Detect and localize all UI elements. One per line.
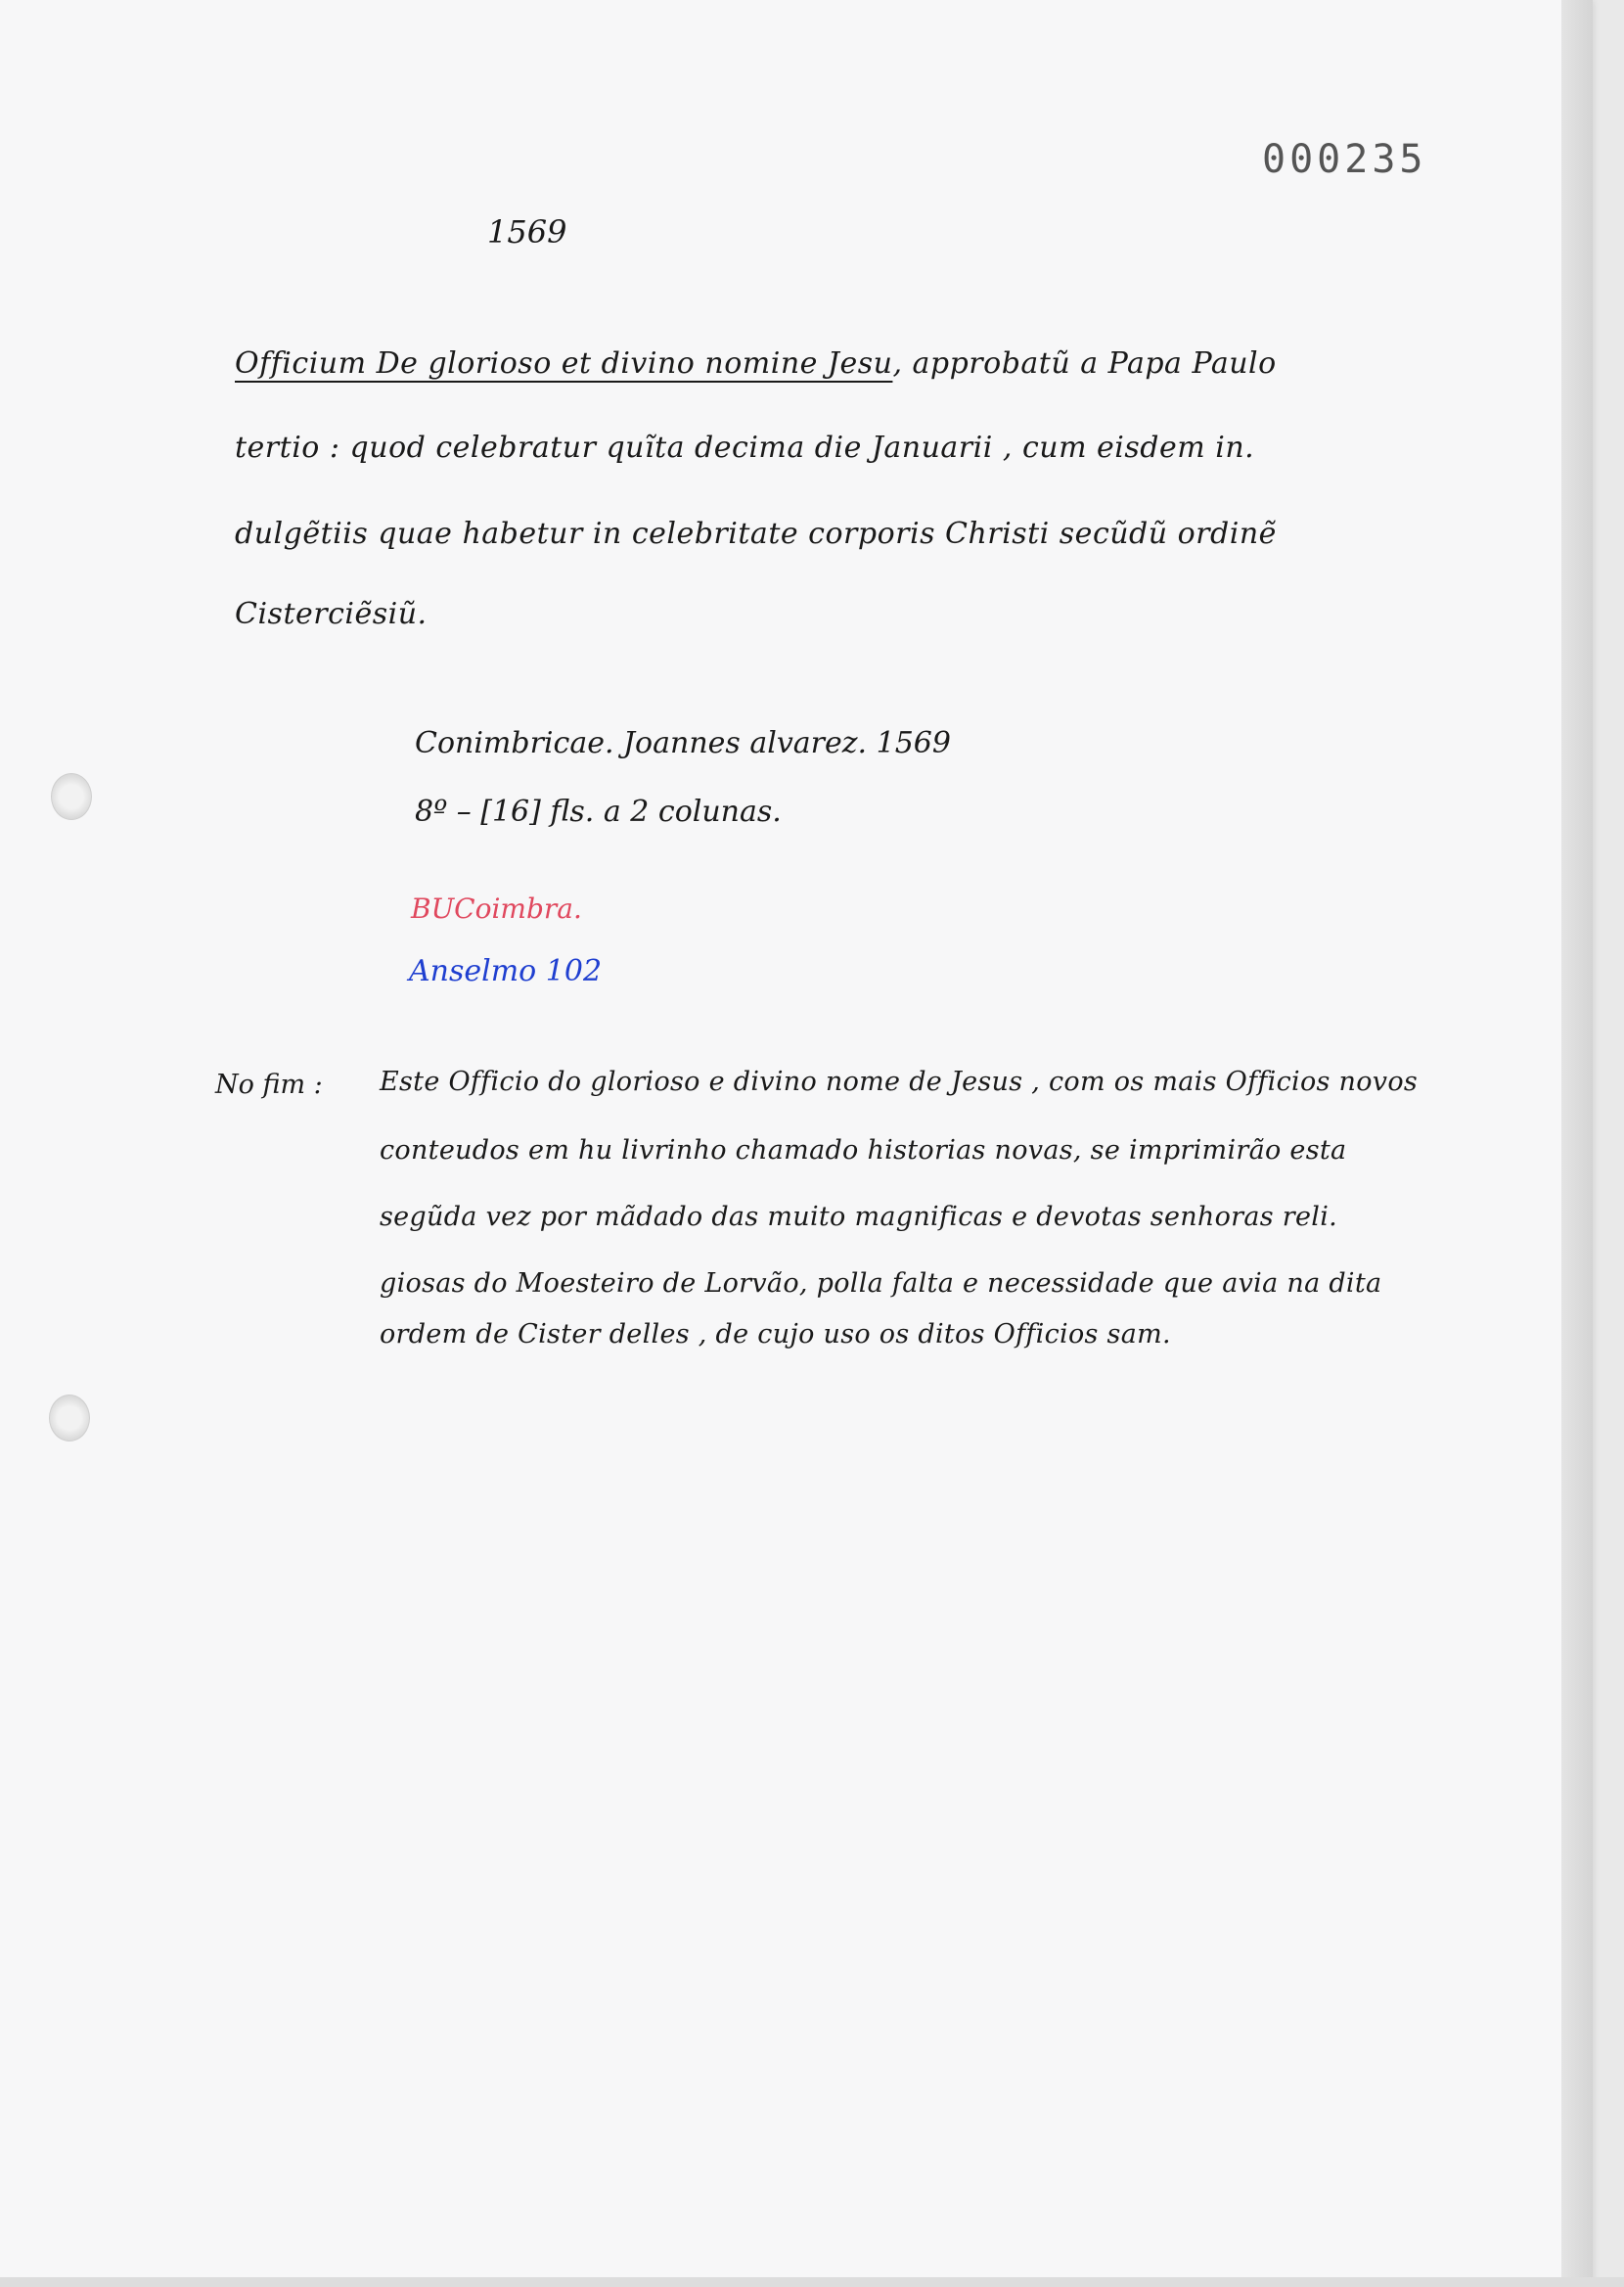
page-edge-shadow bbox=[1561, 0, 1593, 2287]
punch-hole-bottom bbox=[49, 1395, 90, 1441]
stamp-number: 000235 bbox=[1262, 137, 1427, 182]
punch-hole-top bbox=[51, 773, 92, 820]
title-line-4: Cisterciẽsiũ. bbox=[235, 597, 428, 631]
bottom-edge-shadow bbox=[0, 2277, 1624, 2287]
imprint-line-1: Conimbricae. Joannes alvarez. 1569 bbox=[415, 726, 951, 760]
title-line-2: tertio : quod celebratur quĩta decima die Januarii , cum eisdem in. bbox=[235, 431, 1255, 465]
imprint-line-2: 8º – [16] fls. a 2 colunas. bbox=[415, 795, 782, 829]
title-line-1 bbox=[235, 346, 1409, 381]
library-reference-blue: Anselmo 102 bbox=[409, 954, 603, 988]
note-line-2: conteudos em hu livrinho chamado historias novas, se imprimirão esta bbox=[380, 1135, 1347, 1166]
year-heading: 1569 bbox=[487, 213, 567, 251]
note-line-1: Este Officio do glorioso e divino nome de Jesus , com os mais Officios novos bbox=[380, 1067, 1419, 1097]
title-line-3: dulgẽtiis quae habetur in celebritate corporis Christi secũdũ ordinẽ bbox=[235, 517, 1277, 551]
note-line-3: segũda vez por mãdado das muito magnificas e devotas senhoras reli. bbox=[380, 1202, 1338, 1232]
library-location-red: BUCoimbra. bbox=[411, 892, 582, 925]
note-line-5: ordem de Cister delles , de cujo uso os ditos Officios sam. bbox=[380, 1319, 1171, 1349]
note-line-4: giosas do Moesteiro de Lorvão, polla falta e necessidade que avia na dita bbox=[380, 1268, 1382, 1299]
title-line-1-tail: , approbatũ a Papa Paulo bbox=[892, 346, 1277, 381]
note-label: No fim : bbox=[215, 1070, 323, 1100]
title-underlined-part: Officium De glorioso et divino nomine Jesu bbox=[235, 346, 893, 381]
